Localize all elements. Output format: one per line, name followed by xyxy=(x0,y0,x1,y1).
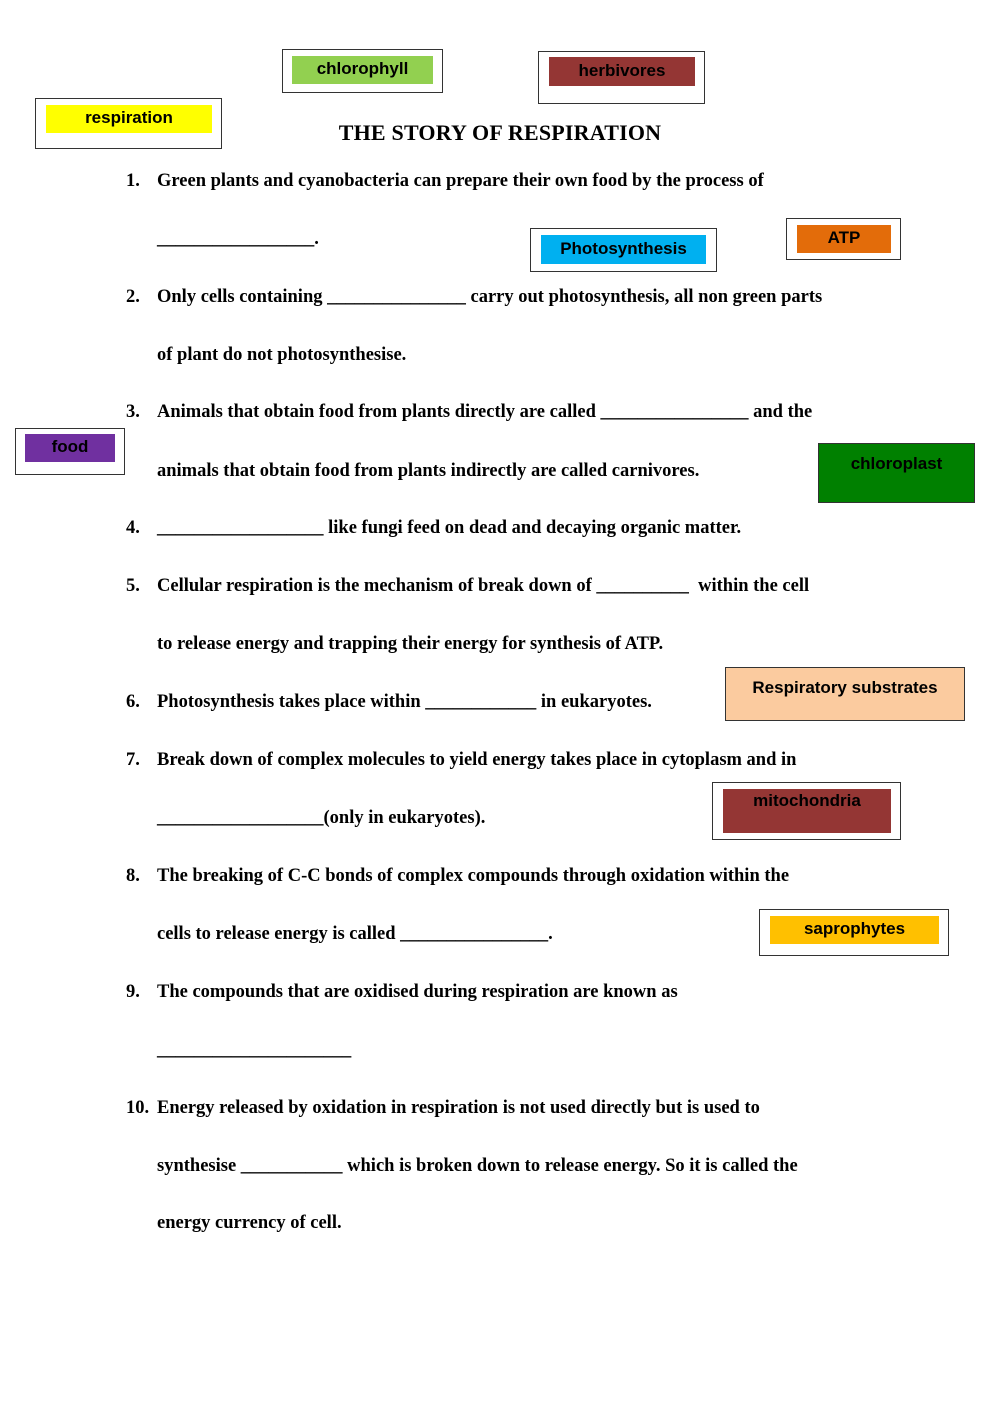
tag-saprophytes[interactable]: saprophytes xyxy=(770,916,939,944)
question-number: 4. xyxy=(126,518,140,538)
answer-blank[interactable]: _________________. xyxy=(157,229,319,249)
question-text: The compounds that are oxidised during respiration are known as xyxy=(157,982,678,1002)
question-text[interactable]: __________________ like fungi feed on dead and decaying organic matter. xyxy=(157,518,742,538)
question-text[interactable]: Cellular respiration is the mechanism of break down of __________ within the cell xyxy=(157,576,810,596)
question-text: to release energy and trapping their energy for synthesis of ATP. xyxy=(157,634,664,654)
question-text: energy currency of cell. xyxy=(157,1213,342,1233)
tag-respiratory-substrates[interactable]: Respiratory substrates xyxy=(725,667,965,721)
question-text: The breaking of C-C bonds of complex compounds through oxidation within the xyxy=(157,866,790,886)
tag-chloroplast[interactable]: chloroplast xyxy=(818,443,975,503)
question-number: 2. xyxy=(126,287,140,307)
question-text: Energy released by oxidation in respiration is not used directly but is used to xyxy=(157,1098,760,1118)
tag-mitochondria[interactable]: mitochondria xyxy=(723,789,891,833)
question-number: 8. xyxy=(126,866,140,886)
question-number: 9. xyxy=(126,982,140,1002)
tag-chlorophyll[interactable]: chlorophyll xyxy=(292,56,433,84)
question-number: 3. xyxy=(126,402,140,422)
question-number: 5. xyxy=(126,576,140,596)
tag-herbivores[interactable]: herbivores xyxy=(549,57,695,86)
question-text: animals that obtain food from plants indirectly are called carnivores. xyxy=(157,461,700,481)
answer-blank[interactable]: _____________________ xyxy=(157,1040,352,1060)
question-number: 10. xyxy=(126,1098,150,1118)
question-text: Green plants and cyanobacteria can prepare their own food by the process of xyxy=(157,171,764,191)
tag-respiration[interactable]: respiration xyxy=(46,105,212,133)
tag-photosynthesis[interactable]: Photosynthesis xyxy=(541,235,706,264)
answer-blank[interactable]: __________________(only in eukaryotes). xyxy=(157,808,486,828)
question-text[interactable]: Animals that obtain food from plants directly are called ________________ and the xyxy=(157,402,813,422)
tag-food[interactable]: food xyxy=(25,434,115,462)
page-title: THE STORY OF RESPIRATION xyxy=(338,120,662,145)
question-text: of plant do not photosynthesise. xyxy=(157,345,407,365)
question-text[interactable]: Only cells containing _______________ carry out photosynthesis, all non green parts xyxy=(157,287,823,307)
question-number: 6. xyxy=(126,692,140,712)
question-text: Break down of complex molecules to yield energy takes place in cytoplasm and in xyxy=(157,750,797,770)
question-text[interactable]: Photosynthesis takes place within ____________ in eukaryotes. xyxy=(157,692,652,712)
question-number: 1. xyxy=(126,171,140,191)
question-text[interactable]: synthesise ___________ which is broken down to release energy. So it is called the xyxy=(157,1156,798,1176)
answer-blank[interactable]: cells to release energy is called ________________. xyxy=(157,924,553,944)
tag-atp[interactable]: ATP xyxy=(797,225,891,253)
question-number: 7. xyxy=(126,750,140,770)
